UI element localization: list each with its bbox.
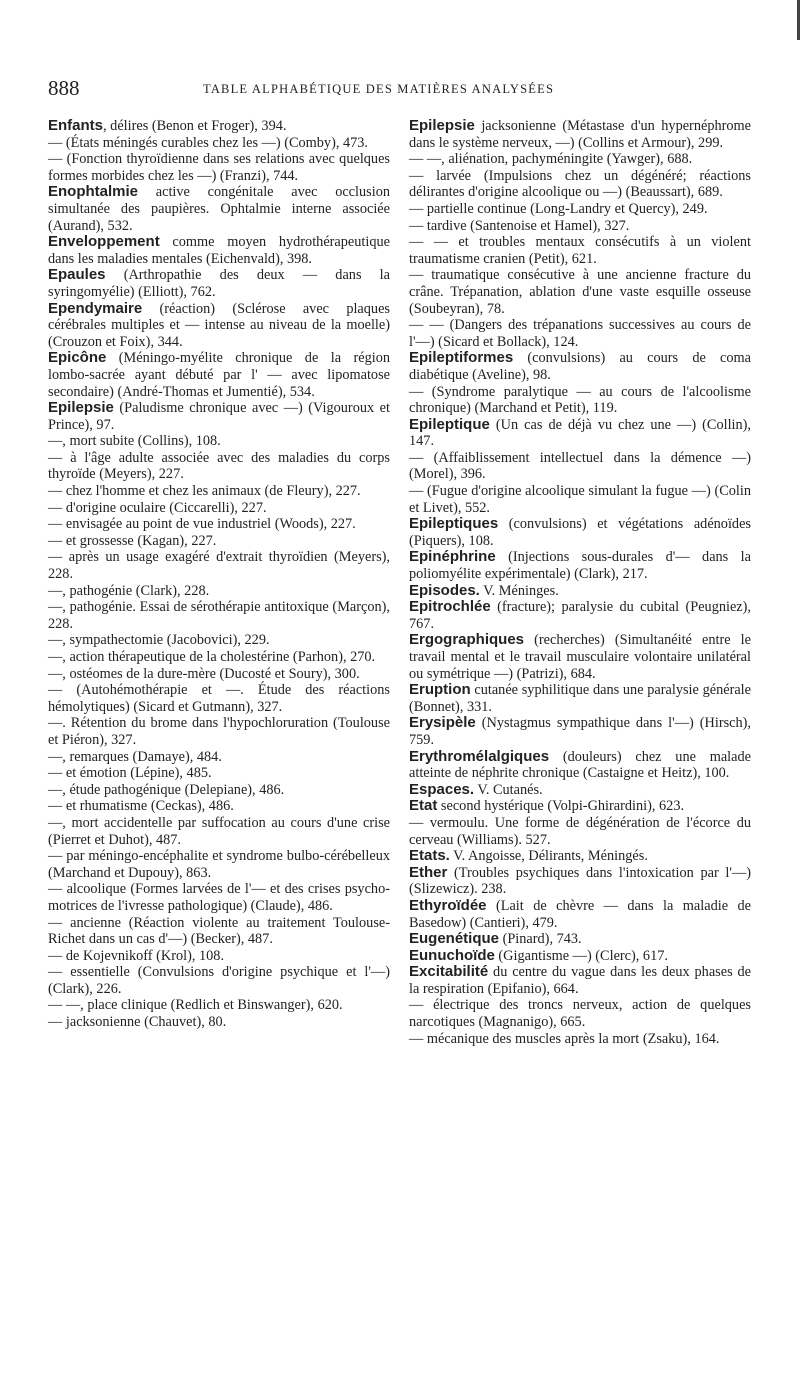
index-entry: — par méningo-encéphalite et syndrome bulbo-cérébelleux (Marchand et Dupouy), 863. bbox=[48, 848, 390, 881]
index-entry: —, sympathectomie (Jacobovici), 229. bbox=[48, 632, 270, 649]
index-entry: —, mort subite (Collins), 108. bbox=[48, 433, 221, 450]
entry-headword: Ether bbox=[409, 863, 448, 881]
index-entry: — jacksonienne (Chauvet), 80. bbox=[48, 1014, 227, 1031]
entry-headword: Enfants bbox=[48, 117, 104, 134]
index-entry: Epinéphrine (Injections sous-durales d'— dans la poliomyélite expérimentale) (Clark), 217. bbox=[409, 548, 751, 583]
index-entry: —, pathogénie (Clark), 228. bbox=[48, 582, 210, 599]
index-entry: — et grossesse (Kagan), 227. bbox=[48, 532, 217, 549]
entry-headword: Espaces. bbox=[409, 780, 475, 798]
index-entry: Ether (Troubles psychiques dans l'intoxication par l'—) (Slizewicz). 238. bbox=[409, 863, 751, 898]
entry-headword: Erythromélalgiques bbox=[409, 747, 550, 765]
index-entry: — envisagée au point de vue industriel (Woods), 227. bbox=[48, 516, 356, 533]
index-entry: Excitabilité du centre du vague dans les deux phases de la respiration (Epifanio), 664. bbox=[409, 963, 751, 997]
index-entry: — et rhumatisme (Ceckas), 486. bbox=[48, 798, 234, 815]
entry-headword: Etats. bbox=[409, 847, 450, 865]
index-entry: — (États méningés curables chez les —) (Comby), 473. bbox=[48, 134, 369, 151]
entry-headword: Eugenétique bbox=[409, 930, 500, 948]
index-entry: — (Syndrome paralytique — au cours de l'alcoolisme chronique) (Marchand et Petit), 119. bbox=[409, 383, 751, 417]
index-entry: — traumatique consécutive à une ancienne fracture du crâne. Trépanation, ablation d'une vaste esquille osseuse (Soubeyran), 78. bbox=[409, 267, 751, 317]
index-entry: —, pathogénie. Essai de sérothérapie antitoxique (Marçon), 228. bbox=[48, 599, 390, 632]
entry-headword: Epinéphrine bbox=[409, 548, 496, 566]
entry-headword: Epileptiformes bbox=[409, 349, 514, 367]
index-entry: Eunuchoïde (Gigantisme —) (Clerc), 617. bbox=[409, 946, 668, 964]
index-entry: — mécanique des muscles après la mort (Zsaku), 164. bbox=[409, 1030, 720, 1047]
entry-headword: Etat bbox=[409, 797, 438, 815]
entry-headword: Epilepsie bbox=[409, 117, 475, 134]
index-entry: —, étude pathogénique (Delepiane), 486. bbox=[48, 781, 285, 798]
index-entry: Ependymaire (réaction) (Sclérose avec plaques cérébrales multiples et — intense au niveau de la moelle) (Crouzon et Foix), 344. bbox=[48, 299, 390, 350]
index-entry: —, mort accidentelle par suffocation au cours d'une crise (Pierret et Duhot), 487. bbox=[48, 814, 390, 848]
entry-headword: Enveloppement bbox=[48, 233, 160, 251]
index-entry: — ancienne (Réaction violente au traitement Toulouse-Richet dans un cas d'—) (Becker), 487. bbox=[48, 914, 390, 948]
entry-headword: Epileptique bbox=[409, 415, 490, 433]
index-entry: —, remarques (Damaye), 484. bbox=[48, 748, 222, 765]
index-entry: — (Affaiblissement intellectuel dans la démence —) (Morel), 396. bbox=[409, 449, 751, 483]
index-entry: — vermoulu. Une forme de dégénération de l'écorce du cerveau (Williams). 527. bbox=[409, 814, 751, 848]
page-header bbox=[48, 76, 768, 102]
index-entry: — et émotion (Lépine), 485. bbox=[48, 765, 212, 782]
index-entry: — de Kojevnikoff (Krol), 108. bbox=[48, 947, 225, 964]
index-entry: Eugenétique (Pinard), 743. bbox=[409, 930, 582, 948]
index-entry: Eruption cutanée syphilitique dans une paralysie générale (Bonnet), 331. bbox=[409, 681, 751, 715]
index-entry: Epileptique (Un cas de déjà vu chez une —) (Collin), 147. bbox=[409, 415, 751, 450]
index-entry: —. Rétention du brome dans l'hypochloruration (Toulouse et Piéron), 327. bbox=[48, 715, 390, 748]
entry-headword: Epitrochlée bbox=[409, 598, 491, 616]
index-entry: — (Autohémothérapie et —. Étude des réactions hémolytiques) (Sicard et Gutmann), 327. bbox=[48, 682, 390, 715]
index-entry: — — (Dangers des trépanations successives au cours de l'—) (Sicard et Bollack), 124. bbox=[409, 317, 751, 350]
entry-headword: Ethyroïdée bbox=[409, 896, 487, 914]
index-entry: — à l'âge adulte associée avec des maladies du corps thyroïde (Meyers), 227. bbox=[48, 449, 390, 483]
page-number: 888 bbox=[48, 76, 80, 100]
index-entry: Erythromélalgiques (douleurs) chez une malade atteinte de néphrite chronique (Castaigne et Heitz), 100. bbox=[409, 747, 751, 782]
entry-headword: Erysipèle bbox=[409, 714, 476, 732]
entry-headword: Ependymaire bbox=[48, 299, 143, 317]
index-entry: Epileptiques (convulsions) et végétations adénoïdes (Piquers), 108. bbox=[409, 515, 751, 549]
index-entry: — essentielle (Convulsions d'origine psychique et l'—) (Clark), 226. bbox=[48, 964, 390, 997]
index-entry: Epicône (Méningo-myélite chronique de la région lombo-sacrée ayant débuté par l' — avec lipomatose secondaire) (André-Thomas et Jumentié), 534. bbox=[48, 349, 390, 400]
index-entry: Ergographiques (recherches) (Simultanéité entre le travail mental et le travail musculaire volontaire unilatéral ou symétrique —) (Patrizi), 684. bbox=[409, 631, 751, 682]
index-entry: — larvée (Impulsions chez un dégénéré; réactions délirantes d'origine alcoolique ou —) (Beaussart), 689. bbox=[409, 167, 751, 201]
index-entry: — alcoolique (Formes larvées de l'— et des crises psycho-motrices de l'ivresse pathologique) (Claude), 486. bbox=[48, 881, 390, 914]
entry-headword: Excitabilité bbox=[409, 963, 489, 981]
index-entry: Epitrochlée (fracture); paralysie du cubital (Peugniez), 767. bbox=[409, 598, 751, 632]
index-column-left bbox=[48, 118, 390, 1031]
index-entry: Etat second hystérique (Volpi-Ghirardini), 623. bbox=[409, 797, 685, 815]
index-entry: Erysipèle (Nystagmus sympathique dans l'—) (Hirsch), 759. bbox=[409, 714, 751, 748]
entry-headword: Epaules bbox=[48, 266, 106, 284]
index-entry: — d'origine oculaire (Ciccarelli), 227. bbox=[48, 499, 267, 516]
index-entry: Enfants, délires (Benon et Froger), 394. bbox=[48, 117, 287, 134]
index-entry: — électrique des troncs nerveux, action de quelques narcotiques (Magnanigo), 665. bbox=[409, 997, 751, 1031]
index-entry: — — et troubles mentaux consécutifs à un violent traumatisme cranien (Petit), 621. bbox=[409, 234, 751, 267]
index-entry: — —, place clinique (Redlich et Binswanger), 620. bbox=[48, 997, 343, 1014]
index-entry: Enophtalmie active congénitale avec occlusion simultanée des paupières. Ophtalmie interne associée (Aurand), 532. bbox=[48, 183, 390, 234]
index-entry: — partielle continue (Long-Landry et Quercy), 249. bbox=[409, 200, 708, 217]
index-column-right bbox=[409, 118, 751, 1047]
index-entry: Epileptiformes (convulsions) au cours de coma diabétique (Aveline), 98. bbox=[409, 349, 751, 383]
index-entry: Espaces. V. Cutanés. bbox=[409, 780, 543, 798]
index-entry: — chez l'homme et chez les animaux (de Fleury), 227. bbox=[48, 483, 361, 500]
entry-headword: Eruption bbox=[409, 681, 471, 699]
index-entry: Episodes. V. Méninges. bbox=[409, 581, 559, 599]
index-entry: —, ostéomes de la dure-mère (Ducosté et Soury), 300. bbox=[48, 665, 360, 682]
entry-headword: Ergographiques bbox=[409, 631, 525, 649]
index-entry: — après un usage exagéré d'extrait thyroïdien (Meyers), 228. bbox=[48, 549, 390, 583]
page-title: TABLE ALPHABÉTIQUE DES MATIÈRES ANALYSÉES bbox=[203, 82, 555, 96]
entry-headword: Enophtalmie bbox=[48, 183, 139, 201]
entry-headword: Epicône bbox=[48, 349, 107, 367]
entry-headword: Epilepsie bbox=[48, 399, 114, 417]
index-entry: Epilepsie jacksonienne (Métastase d'un hypernéphrome dans le système nerveux, —) (Collins et Armour), 299. bbox=[409, 117, 751, 151]
entry-headword: Episodes. bbox=[409, 581, 480, 599]
index-entry: Ethyroïdée (Lait de chèvre — dans la maladie de Basedow) (Cantieri), 479. bbox=[409, 896, 751, 931]
index-entry: Epaules (Arthropathie des deux — dans la syringomyélie) (Elliott), 762. bbox=[48, 266, 390, 300]
index-entry: — —, aliénation, pachyméningite (Yawger), 688. bbox=[409, 151, 693, 168]
entry-headword: Eunuchoïde bbox=[409, 946, 495, 964]
index-entry: — tardive (Santenoise et Hamel), 327. bbox=[409, 217, 630, 234]
index-entry: — (Fonction thyroïdienne dans ses relations avec quelques formes morbides chez les —) (Franzi), 744. bbox=[48, 151, 390, 184]
index-entry: Etats. V. Angoisse, Délirants, Méningés. bbox=[409, 847, 648, 865]
index-entry: Enveloppement comme moyen hydrothérapeutique dans les maladies mentales (Eichenvald), 398. bbox=[48, 233, 390, 267]
index-entry: —, action thérapeutique de la cholestérine (Parhon), 270. bbox=[48, 649, 376, 665]
index-entry: Epilepsie (Paludisme chronique avec —) (Vigouroux et Prince), 97. bbox=[48, 399, 390, 433]
entry-headword: Epileptiques bbox=[409, 515, 499, 533]
index-entry: — (Fugue d'origine alcoolique simulant la fugue —) (Colin et Livet), 552. bbox=[409, 483, 751, 516]
